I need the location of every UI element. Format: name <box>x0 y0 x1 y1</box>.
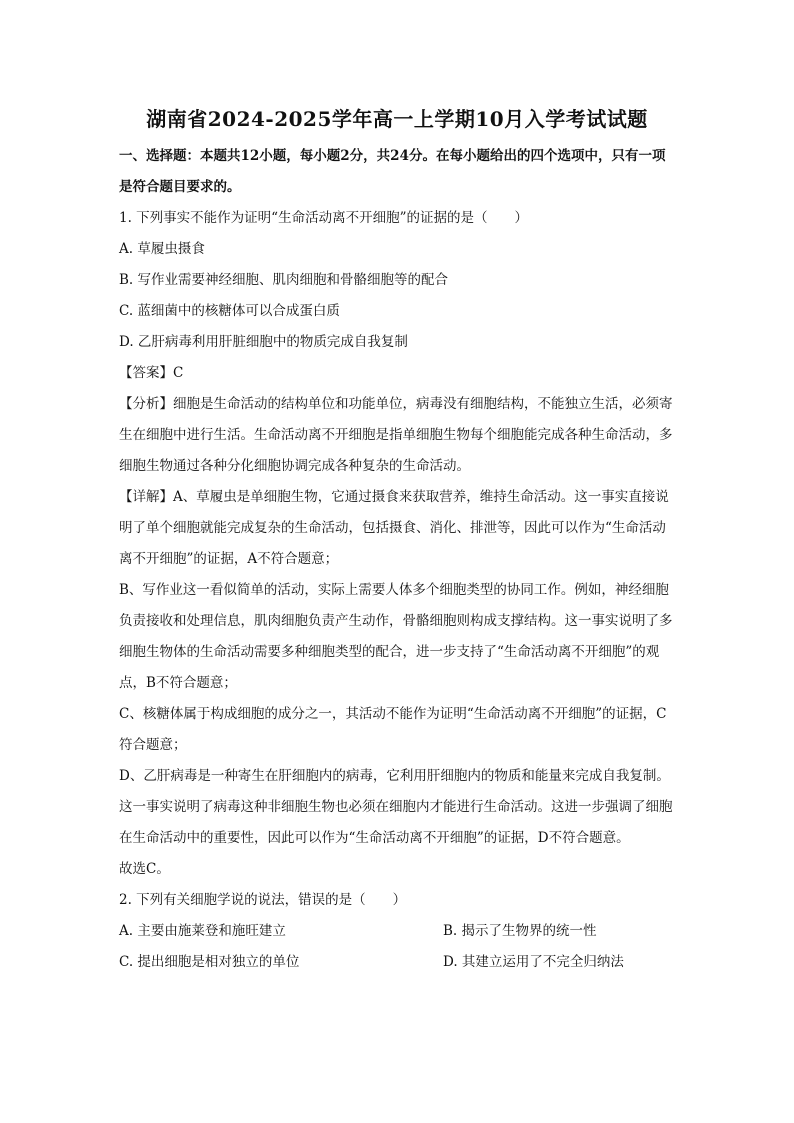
page-title: 湖南省2024-2025学年高一上学期10月入学考试试题 <box>146 107 648 131</box>
question-1-stem: 1. 下列事实不能作为证明“生命活动离不开细胞”的证据的是（ ） <box>119 210 528 226</box>
question-1-detail-a: 【详解】A、草履虫是单细胞生物，它通过摄食来获取营养，维持生命活动。这一事实直接说明了单个细胞就能完成复杂的生命活动，包括摄食、消化、排泄等，因此可以作为“生命活动离不开细胞”的证据，A不符合题意； <box>119 489 669 567</box>
question-1-answer: 【答案】C <box>119 365 184 381</box>
question-1-conclusion: 故选C。 <box>119 861 170 877</box>
question-2-option-b: B. 揭示了生物界的统一性 <box>443 923 597 939</box>
question-1-option-a: A. 草履虫摄食 <box>119 241 205 257</box>
question-1-detail-c: C、核糖体属于构成细胞的成分之一，其活动不能作为证明“生命活动离不开细胞”的证据，C符合题意； <box>119 706 667 753</box>
question-2-option-a: A. 主要由施莱登和施旺建立 <box>119 923 286 939</box>
question-2-stem: 2. 下列有关细胞学说的说法，错误的是（ ） <box>119 892 407 908</box>
document-body <box>119 141 675 978</box>
question-1-option-b: B. 写作业需要神经细胞、肌肉细胞和骨骼细胞等的配合 <box>119 272 449 288</box>
section-heading: 一、选择题：本题共12小题，每小题2分，共24分。在每小题给出的四个选项中，只有一项是符合题目要求的。 <box>119 148 666 195</box>
question-1-detail-b: B、写作业这一看似简单的活动，实际上需要人体多个细胞类型的协同工作。例如，神经细胞负责接收和处理信息，肌肉细胞负责产生动作，骨骼细胞则构成支撑结构。这一事实说明了多细胞生物体的生命活动需要多种细胞类型的配合，进一步支持了“生命活动离不开细胞”的观点，B不符合题意； <box>119 582 673 691</box>
question-2-option-c: C. 提出细胞是相对独立的单位 <box>119 954 300 970</box>
question-1-option-d: D. 乙肝病毒利用肝脏细胞中的物质完成自我复制 <box>119 334 408 350</box>
question-1-option-c: C. 蓝细菌中的核糖体可以合成蛋白质 <box>119 303 340 319</box>
question-2-option-d: D. 其建立运用了不完全归纳法 <box>443 954 624 970</box>
question-1-analysis: 【分析】细胞是生命活动的结构单位和功能单位，病毒没有细胞结构，不能独立生活，必须寄生在细胞中进行生活。生命活动离不开细胞是指单细胞生物每个细胞能完成各种生命活动，多细胞生物通过各种分化细胞协调完成各种复杂的生命活动。 <box>119 396 673 474</box>
question-2-options-row-1 <box>119 916 675 947</box>
question-1-detail-d: D、乙肝病毒是一种寄生在肝细胞内的病毒，它利用肝细胞内的物质和能量来完成自我复制。这一事实说明了病毒这种非细胞生物也必须在细胞内才能进行生命活动。这进一步强调了细胞在生命活动中的重要性，因此可以作为“生命活动离不开细胞”的证据，D不符合题意。 <box>119 768 673 846</box>
question-2-options-row-2 <box>119 947 675 978</box>
